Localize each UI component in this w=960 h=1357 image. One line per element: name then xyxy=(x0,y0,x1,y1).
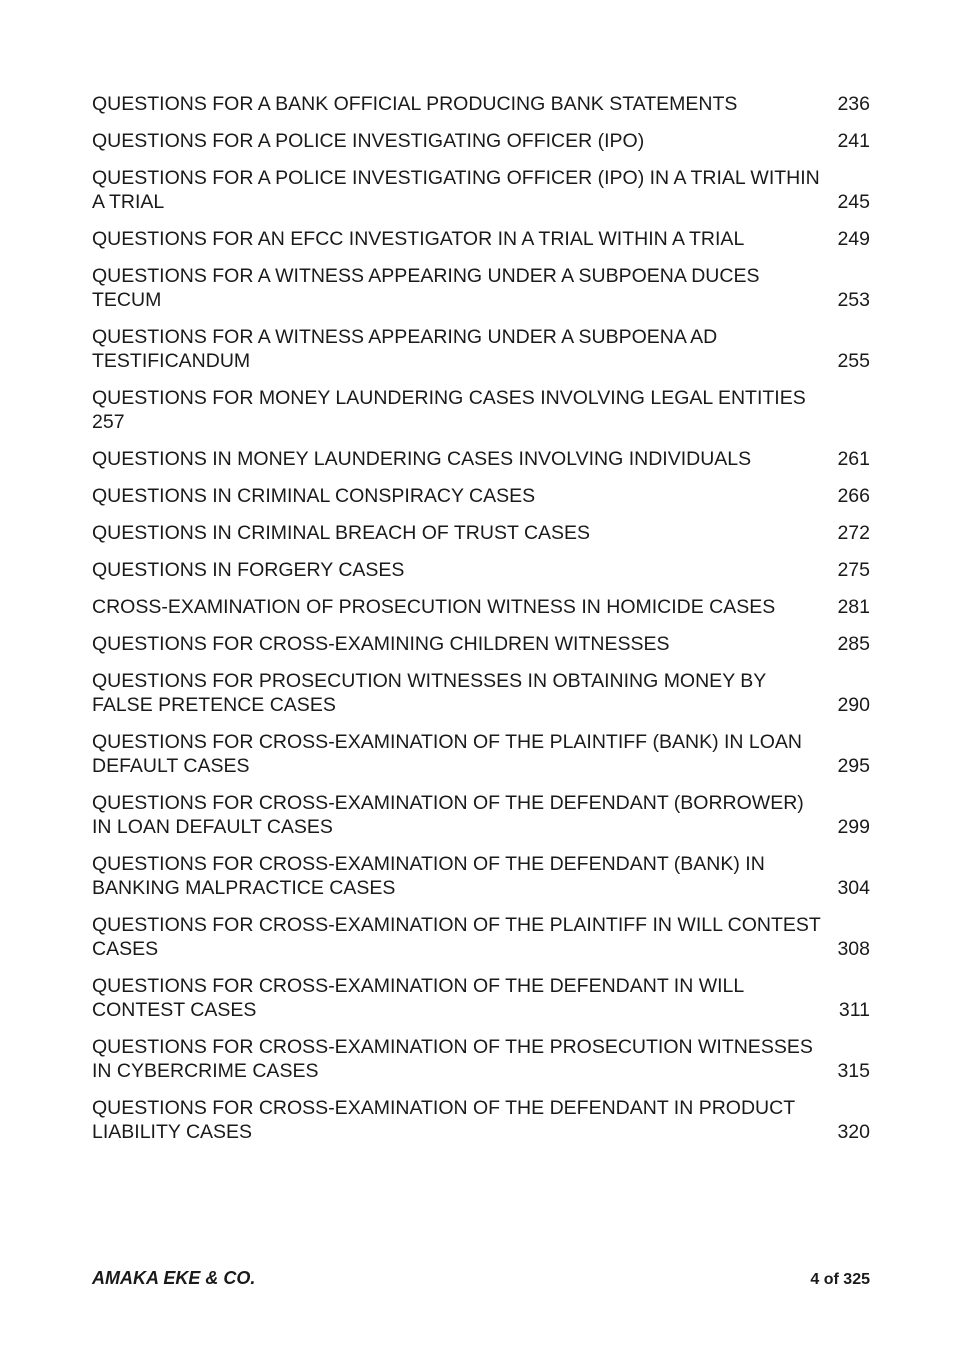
toc-entry[interactable] xyxy=(92,852,870,900)
table-of-contents xyxy=(92,92,870,1157)
footer-page-indicator: 4 of 325 xyxy=(810,1271,870,1288)
toc-entry-title: QUESTIONS IN CRIMINAL BREACH OF TRUST CASES xyxy=(92,522,591,544)
toc-entry-page: 299 xyxy=(837,816,870,838)
toc-entry[interactable] xyxy=(92,166,870,214)
toc-entry-page: 241 xyxy=(837,130,870,152)
toc-entry-page: 236 xyxy=(837,93,870,115)
toc-entry[interactable] xyxy=(92,791,870,839)
toc-entry-title: QUESTIONS FOR PROSECUTION WITNESSES IN OBTAINING MONEY BY FALSE PRETENCE CASES xyxy=(92,670,766,716)
toc-entry[interactable] xyxy=(92,1035,870,1083)
toc-entry-title: QUESTIONS FOR CROSS-EXAMINATION OF THE PLAINTIFF IN WILL CONTEST CASES xyxy=(92,914,821,960)
toc-entry-page: 266 xyxy=(837,485,870,507)
page-footer xyxy=(92,1268,870,1289)
toc-entry[interactable] xyxy=(92,595,870,619)
toc-entry-page: 255 xyxy=(837,350,870,372)
toc-entry[interactable] xyxy=(92,913,870,961)
toc-entry[interactable] xyxy=(92,386,870,434)
toc-entry-title: QUESTIONS FOR CROSS-EXAMINATION OF THE PROSECUTION WITNESSES IN CYBERCRIME CASES xyxy=(92,1036,813,1082)
toc-entry[interactable] xyxy=(92,129,870,153)
toc-entry-page: 272 xyxy=(837,522,870,544)
toc-entry-page: 290 xyxy=(837,694,870,716)
toc-entry-title: QUESTIONS FOR A POLICE INVESTIGATING OFFICER (IPO) IN A TRIAL WITHIN A TRIAL xyxy=(92,167,820,213)
toc-entry[interactable] xyxy=(92,974,870,1022)
footer-firm-name: AMAKA EKE & CO. xyxy=(92,1268,256,1288)
toc-entry-title: QUESTIONS FOR AN EFCC INVESTIGATOR IN A TRIAL WITHIN A TRIAL xyxy=(92,228,745,250)
toc-entry-title: QUESTIONS FOR MONEY LAUNDERING CASES INVOLVING LEGAL ENTITIES xyxy=(92,387,806,409)
toc-entry-page: 304 xyxy=(837,877,870,899)
toc-entry-page: 245 xyxy=(837,191,870,213)
toc-entry[interactable] xyxy=(92,227,870,251)
toc-entry-title: QUESTIONS FOR A POLICE INVESTIGATING OFFICER (IPO) xyxy=(92,130,645,152)
toc-entry-page: 275 xyxy=(837,559,870,581)
toc-entry[interactable] xyxy=(92,484,870,508)
toc-entry-title: QUESTIONS FOR A BANK OFFICIAL PRODUCING BANK STATEMENTS xyxy=(92,93,738,115)
toc-entry-page: 285 xyxy=(837,633,870,655)
toc-entry-title: QUESTIONS FOR A WITNESS APPEARING UNDER A SUBPOENA AD TESTIFICANDUM xyxy=(92,326,718,372)
toc-entry-title: QUESTIONS IN MONEY LAUNDERING CASES INVOLVING INDIVIDUALS xyxy=(92,448,752,470)
toc-entry-page: 253 xyxy=(837,289,870,311)
toc-entry[interactable] xyxy=(92,632,870,656)
toc-entry-title: QUESTIONS FOR CROSS-EXAMINING CHILDREN WITNESSES xyxy=(92,633,670,655)
toc-entry-title: CROSS-EXAMINATION OF PROSECUTION WITNESS IN HOMICIDE CASES xyxy=(92,596,776,618)
toc-entry[interactable] xyxy=(92,521,870,545)
toc-entry-title: QUESTIONS FOR CROSS-EXAMINATION OF THE DEFENDANT IN WILL CONTEST CASES xyxy=(92,975,744,1021)
toc-entry[interactable] xyxy=(92,1096,870,1144)
toc-entry-page: 249 xyxy=(837,228,870,250)
toc-entry-title: QUESTIONS FOR CROSS-EXAMINATION OF THE DEFENDANT (BORROWER) IN LOAN DEFAULT CASES xyxy=(92,792,804,838)
toc-entry[interactable] xyxy=(92,669,870,717)
toc-entry-page: 315 xyxy=(837,1060,870,1082)
toc-entry-title: QUESTIONS FOR CROSS-EXAMINATION OF THE DEFENDANT (BANK) IN BANKING MALPRACTICE CASES xyxy=(92,853,765,899)
toc-entry-page: 257 xyxy=(92,411,125,433)
toc-entry-page: 308 xyxy=(837,938,870,960)
toc-entry[interactable] xyxy=(92,447,870,471)
toc-entry-page: 311 xyxy=(838,999,870,1021)
toc-entry-title: QUESTIONS IN FORGERY CASES xyxy=(92,559,405,581)
toc-entry-title: QUESTIONS FOR CROSS-EXAMINATION OF THE PLAINTIFF (BANK) IN LOAN DEFAULT CASES xyxy=(92,731,803,777)
toc-entry[interactable] xyxy=(92,325,870,373)
toc-entry[interactable] xyxy=(92,730,870,778)
toc-entry-page: 320 xyxy=(837,1121,870,1143)
toc-entry[interactable] xyxy=(92,264,870,312)
toc-entry-title: QUESTIONS IN CRIMINAL CONSPIRACY CASES xyxy=(92,485,536,507)
toc-entry-page: 295 xyxy=(837,755,870,777)
toc-entry-title: QUESTIONS FOR CROSS-EXAMINATION OF THE DEFENDANT IN PRODUCT LIABILITY CASES xyxy=(92,1097,795,1143)
toc-entry-title: QUESTIONS FOR A WITNESS APPEARING UNDER A SUBPOENA DUCES TECUM xyxy=(92,265,760,311)
toc-entry-page: 281 xyxy=(837,596,870,618)
toc-entry-page: 261 xyxy=(837,448,870,470)
toc-entry[interactable] xyxy=(92,558,870,582)
toc-entry[interactable] xyxy=(92,92,870,116)
